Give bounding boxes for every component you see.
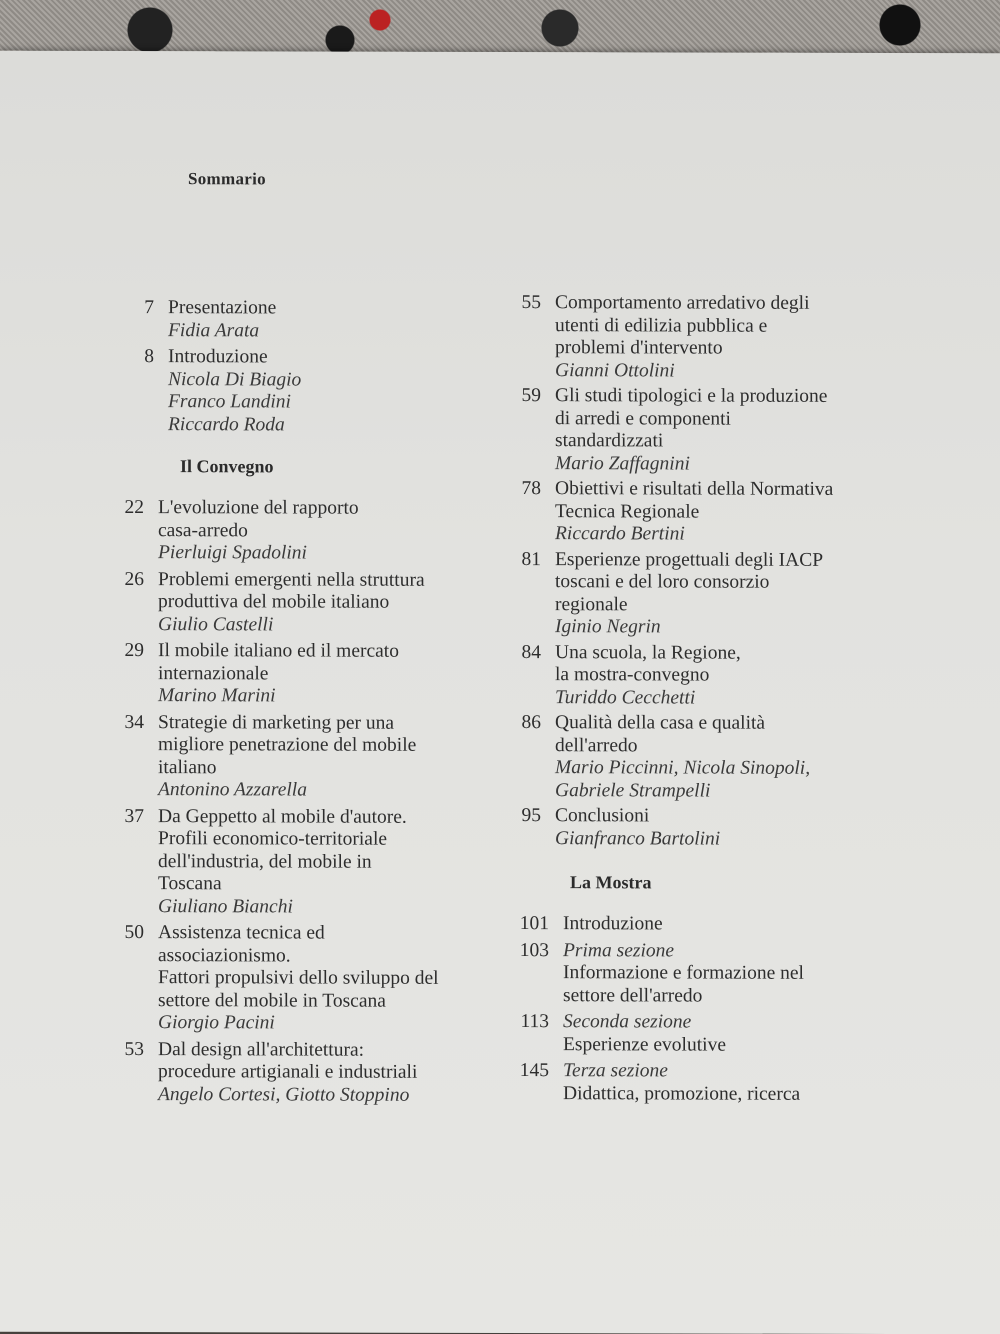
entry-author: Riccardo Roda xyxy=(168,413,285,435)
entry-title-line: Presentazione xyxy=(168,297,277,319)
section-title-mostra: La Mostra xyxy=(570,872,652,893)
toc-entry xyxy=(495,712,895,803)
entry-title-line: Introduzione xyxy=(168,346,268,368)
toc-entry xyxy=(503,913,895,937)
page-number: 37 xyxy=(124,805,144,827)
entry-title-line: Gli studi tipologici e la produzione xyxy=(555,385,828,407)
entry-author: Giulio Castelli xyxy=(158,613,274,635)
right-column xyxy=(495,292,895,1110)
toc-entry xyxy=(108,346,508,437)
entry-title-line: standardizzati xyxy=(555,430,664,452)
entry-title-line: procedure artigianali e industriali xyxy=(158,1061,418,1083)
entry-author: Gianni Ottolini xyxy=(555,359,675,381)
toc-entry xyxy=(503,1011,895,1057)
page-number: 55 xyxy=(521,292,541,314)
entry-author: Riccardo Bertini xyxy=(555,523,685,545)
page-number: 8 xyxy=(144,346,154,368)
page-number: 101 xyxy=(519,913,549,935)
convegno-entries xyxy=(98,497,508,1107)
entry-title-line: toscani e del loro consorzio xyxy=(555,571,770,593)
entry-title-line: Introduzione xyxy=(563,913,663,935)
toc-entry xyxy=(98,640,508,709)
entry-title-line: Esperienze evolutive xyxy=(563,1033,726,1056)
entry-body xyxy=(563,1060,895,1106)
entry-body xyxy=(555,478,895,546)
entry-body xyxy=(158,712,508,803)
entry-author: Marino Marini xyxy=(158,685,276,707)
toc-entry xyxy=(495,385,895,476)
toc-entry xyxy=(503,940,895,1009)
entry-title-line: Informazione e formazione nel xyxy=(563,962,804,984)
entry-title-line: Tecnica Regionale xyxy=(555,500,700,523)
entry-title-line: italiano xyxy=(158,756,217,778)
entry-title-line: migliore penetrazione del mobile xyxy=(158,734,417,756)
entry-title-line: Assistenza tecnica ed xyxy=(158,922,325,944)
entry-title-line: problemi d'intervento xyxy=(555,337,723,359)
entry-body xyxy=(555,712,895,803)
page-number: 34 xyxy=(124,711,144,733)
entry-title-line: Conclusioni xyxy=(555,805,650,827)
page-number: 78 xyxy=(521,478,541,500)
entry-author: Turiddo Cecchetti xyxy=(555,686,696,709)
entry-body xyxy=(158,806,508,919)
entry-title-line: dell'arredo xyxy=(555,734,638,756)
toc-entry xyxy=(98,711,508,802)
page-number: 86 xyxy=(521,712,541,734)
toc-entry xyxy=(98,805,508,919)
section-title-convegno: Il Convegno xyxy=(180,456,274,477)
entry-body xyxy=(555,385,895,476)
entry-body xyxy=(555,292,895,383)
book-page xyxy=(0,51,1000,1334)
entry-title-line: casa-arredo xyxy=(158,519,248,541)
entry-body xyxy=(563,940,895,1008)
entry-title-line: Toscana xyxy=(158,873,222,895)
toc-entry xyxy=(98,497,508,566)
entry-section: Seconda sezione xyxy=(563,1011,692,1033)
entry-title-line: Dal design all'architettura: xyxy=(158,1038,365,1061)
entry-author: Gabriele Strampelli xyxy=(555,779,711,802)
toc-entry xyxy=(495,548,895,639)
entry-author: Giorgio Pacini xyxy=(158,1012,275,1034)
entry-body xyxy=(555,805,895,851)
entry-author: Iginio Negrin xyxy=(555,616,661,638)
entry-section: Terza sezione xyxy=(563,1060,668,1082)
entry-body xyxy=(158,640,508,708)
entry-body xyxy=(555,549,895,640)
entry-title-line: associazionismo. xyxy=(158,944,291,966)
toc-entry xyxy=(495,641,895,710)
page-heading: Sommario xyxy=(188,169,266,189)
entry-body xyxy=(158,569,508,637)
entry-body xyxy=(555,642,895,710)
page-number: 103 xyxy=(519,939,549,961)
entry-body xyxy=(563,913,895,936)
entry-title-line: Problemi emergenti nella struttura xyxy=(158,568,425,591)
entry-author: Giuliano Bianchi xyxy=(158,895,293,917)
toc-entry xyxy=(503,1060,895,1106)
entry-body xyxy=(168,297,508,343)
entry-title-line: Obiettivi e risultati della Normativa xyxy=(555,478,834,500)
page-number: 59 xyxy=(521,385,541,407)
entry-author: Mario Zaffagnini xyxy=(555,452,690,474)
entry-title-line: utenti di edilizia pubblica e xyxy=(555,314,768,337)
entry-body xyxy=(563,1011,895,1057)
toc-entry xyxy=(495,292,895,383)
toc-entry xyxy=(495,478,895,547)
mostra-entries xyxy=(503,913,895,1106)
entry-title-line: di arredi e componenti xyxy=(555,407,731,430)
page-number: 29 xyxy=(124,640,144,662)
entry-title-line: regionale xyxy=(555,593,628,615)
entry-title-line: dell'industria, del mobile in xyxy=(158,850,372,873)
entry-author: Fidia Arata xyxy=(168,319,260,341)
entry-title-line: Una scuola, la Regione, xyxy=(555,641,741,664)
page-number: 22 xyxy=(124,497,144,519)
entry-title-line: internazionale xyxy=(158,662,269,684)
entry-title-line: Strategie di marketing per una xyxy=(158,711,395,734)
toc-entry xyxy=(98,568,508,637)
entry-title-line: produttiva del mobile italiano xyxy=(158,591,390,613)
entry-body xyxy=(168,346,508,437)
toc-entry xyxy=(495,805,895,851)
toc-entry xyxy=(98,922,508,1036)
entry-title-line: Da Geppetto al mobile d'autore. xyxy=(158,805,407,828)
entry-title-line: Comportamento arredativo degli xyxy=(555,292,810,314)
entry-body xyxy=(158,1039,508,1107)
entry-body xyxy=(158,497,508,565)
entry-title-line: settore dell'arredo xyxy=(563,984,703,1007)
entry-title-line: Esperienze progettuali degli IACP xyxy=(555,548,824,571)
entry-title-line: Il mobile italiano ed il mercato xyxy=(158,640,399,662)
page-number: 50 xyxy=(124,922,144,944)
entry-title-line: L'evoluzione del rapporto xyxy=(158,497,359,519)
entry-title-line: settore del mobile in Toscana xyxy=(158,989,386,1012)
entry-body xyxy=(158,922,508,1035)
toc-entry xyxy=(108,297,508,343)
entry-author: Antonino Azzarella xyxy=(158,779,307,801)
page-number: 95 xyxy=(521,805,541,827)
entry-author: Pierluigi Spadolini xyxy=(158,542,307,564)
toc-entry xyxy=(98,1038,508,1107)
left-column xyxy=(108,297,508,1111)
page-number: 84 xyxy=(521,641,541,663)
page-number: 7 xyxy=(144,297,154,319)
entry-author: Franco Landini xyxy=(168,391,291,413)
left-top-entries xyxy=(108,297,508,437)
entry-author: Mario Piccinni, Nicola Sinopoli, xyxy=(555,757,811,779)
entry-author: Gianfranco Bartolini xyxy=(555,827,721,850)
entry-title-line: Qualità della casa e qualità xyxy=(555,712,766,734)
entry-section: Prima sezione xyxy=(563,939,675,961)
entry-title-line: Didattica, promozione, ricerca xyxy=(563,1082,801,1105)
page-number: 145 xyxy=(519,1060,549,1082)
right-top-entries xyxy=(495,292,895,851)
entry-title-line: Profili economico-territoriale xyxy=(158,828,388,850)
entry-author: Nicola Di Biagio xyxy=(168,368,302,390)
page-number: 81 xyxy=(521,548,541,570)
page-number: 113 xyxy=(520,1011,549,1033)
page-number: 26 xyxy=(124,568,144,590)
entry-title-line: Fattori propulsivi dello sviluppo del xyxy=(158,967,439,989)
entry-author: Angelo Cortesi, Giotto Stoppino xyxy=(158,1083,410,1106)
entry-title-line: la mostra-convegno xyxy=(555,664,710,686)
page-number: 53 xyxy=(124,1038,144,1060)
